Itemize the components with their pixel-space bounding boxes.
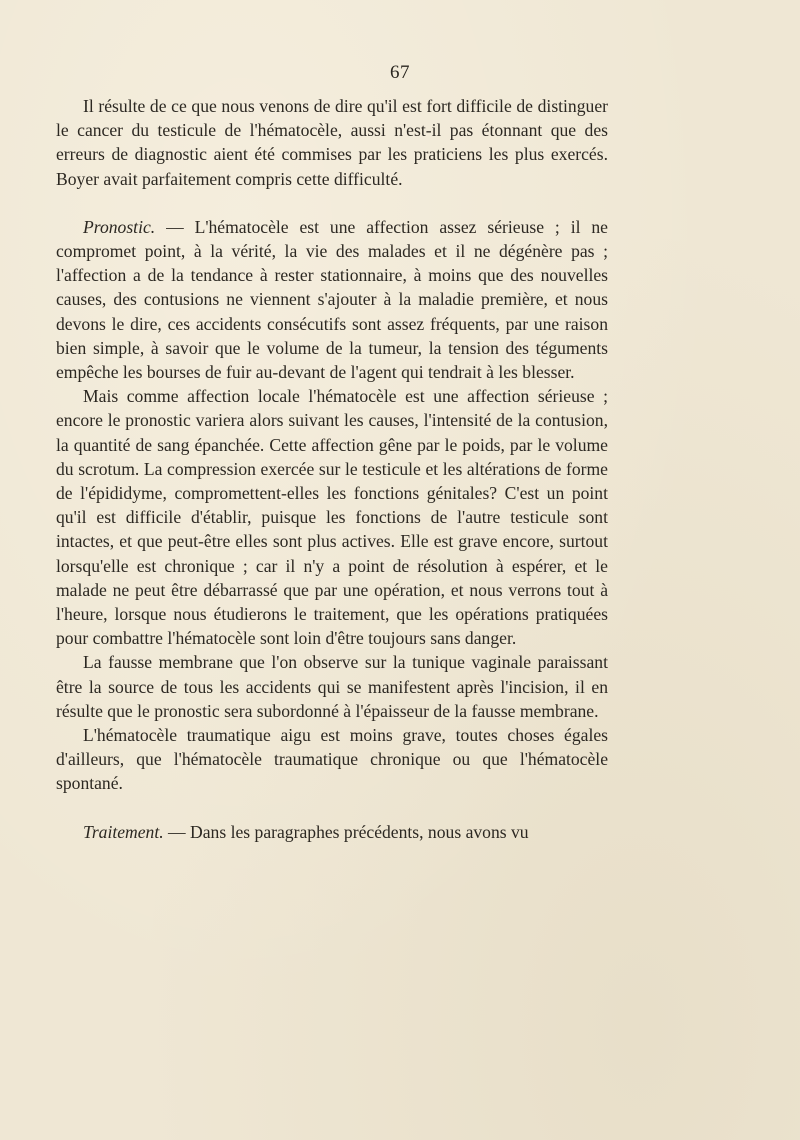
paragraph-traumatic-hematocele [56,723,608,796]
paragraph-false-membrane [56,650,608,723]
body-text [56,94,608,844]
paragraph-local-affection [56,384,608,650]
paragraph-text: L'hématocèle traumatique aigu est moins grave, toutes choses égales d'ailleurs, que l'hématocèle traumatique chronique ou que l'hématocèle spontané. [56,725,608,794]
section-heading-pronostic: Pronostic. [83,216,156,237]
paragraph-pronostic [56,215,608,384]
paragraph-text: — L'hématocèle est une affection assez sérieuse ; il ne compromet point, à la vérité, la vie des malades et il ne dégénère pas ; l'affection a de la tendance à rester stationnaire, à moins que des nouvelles causes, des contusions ne viennent s'ajouter à la maladie première, et nous devons le dire, ces accidents consécutifs sont assez fréquents, par une raison bien simple, à savoir que le volume de la tumeur, la tension des téguments empêche les bourses de fuir au-devant de l'agent qui tendrait à les blesser. [56,216,608,383]
section-heading-traitement: Traitement. [83,821,164,842]
paragraph-text: La fausse membrane que l'on observe sur la tunique vaginale paraissant être la source de tous les accidents qui se manifestent après l'incision, il en résulte que le pronostic sera subordonné à l'épaisseur de la fausse membrane. [56,652,608,721]
paragraph-text: Mais comme affection locale l'hématocèle est une affection sérieuse ; encore le pronostic variera alors suivant les causes, l'intensité de la contusion, la quantité de sang épanchée. Cette affection gêne par le poids, par le volume du scrotum. La compression exercée sur le testicule et les altérations de forme de l'épididyme, compromettent-elles les fonctions génitales? C'est un point qu'il est difficile d'établir, puisque les fonctions de l'autre testicule sont intactes, et que peut-être elles sont plus actives. Elle est grave encore, surtout lorsqu'elle est chronique ; car il n'y a point de résolution à espérer, et le malade ne peut être débarrassé que par une opération, et nous verrons tout à l'heure, lorsque nous étudierons le traitement, que les opérations pratiquées pour combattre l'hématocèle sont loin d'être toujours sans danger. [56,386,608,649]
paragraph-text: — Dans les paragraphes précédents, nous avons vu [163,821,529,842]
paragraph-text: Il résulte de ce que nous venons de dire qu'il est fort difficile de distinguer le cancer du testicule de l'hématocèle, aussi n'est-il pas étonnant que des erreurs de diagnostic aient été commises par les praticiens les plus exercés. Boyer avait parfaitement compris cette difficulté. [56,96,608,189]
paragraph-traitement [56,820,608,844]
paragraph-diagnostic-conclusion [56,94,608,191]
page-number: 67 [390,62,410,83]
